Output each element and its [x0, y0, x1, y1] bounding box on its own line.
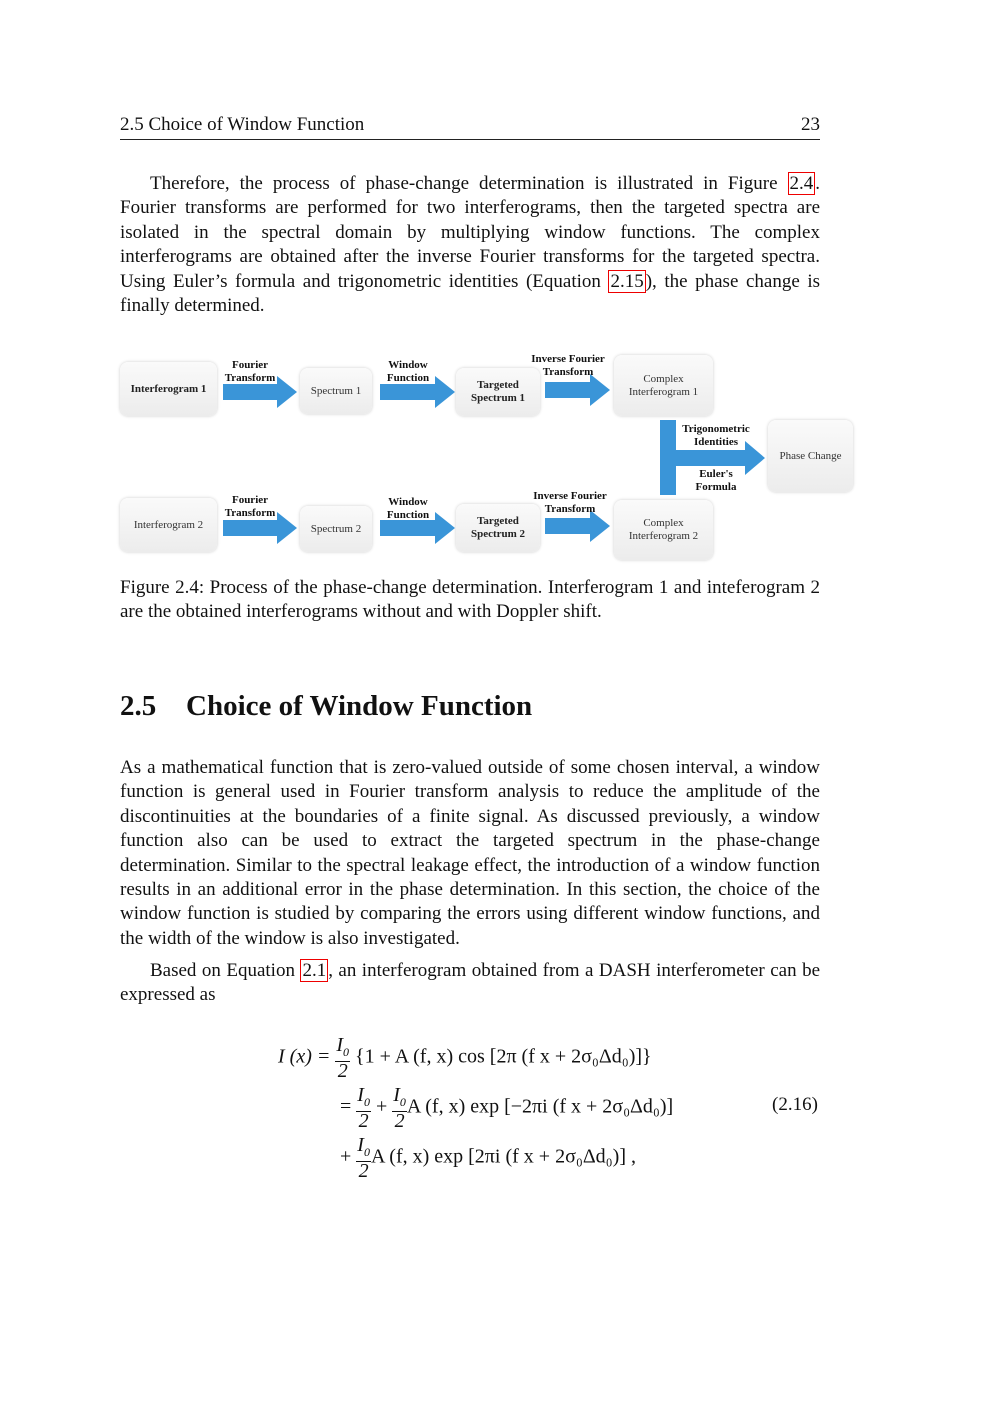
label-fourier-transform-2: Fourier Transform — [224, 494, 276, 519]
equation-line-2: = $\frac{I_0}{2}$ + $\frac{I_0}{2}$ A (f, x) exp [−2πi (f x + 2σ₀Δd₀)] — [340, 1084, 674, 1132]
paragraph-3: Based on Equation 2.1 , an interferogram obtained from a DASH interferometer can be expressed as — [120, 960, 820, 1006]
header-section: 2.5 Choice of Window Function — [120, 114, 365, 135]
equation-link[interactable]: 2.1 — [302, 960, 327, 981]
box-complex-interferogram-2: Complex Interferogram 2 — [614, 500, 713, 560]
box-spectrum-1: Spectrum 1 — [300, 368, 372, 414]
box-spectrum-2: Spectrum 2 — [300, 506, 372, 552]
equation-number: (2.16) — [772, 1094, 818, 1115]
equation-line-3: + $\frac{I_0}{2}$ A (f, x) exp [2πi (f x + 2σ₀Δd₀)] , — [340, 1134, 636, 1182]
label-window-function-1: Window Function — [386, 359, 430, 384]
label-inverse-ft-1: Inverse Fourier Transform — [531, 353, 605, 378]
label-euler-formula: Euler's Formula — [695, 468, 737, 493]
box-interferogram-2: Interferogram 2 — [120, 498, 217, 552]
label-fourier-transform-1: Fourier Transform — [224, 359, 276, 384]
box-targeted-spectrum-1: Targeted Spectrum 1 — [456, 368, 540, 416]
equation-link[interactable]: 2.15 — [610, 270, 644, 292]
figure-caption: Figure 2.4: Process of the phase-change determination. Interferogram 1 and inteferogram 2 are the obtained interferograms without and with Doppler shift. — [120, 577, 820, 623]
arrows — [0, 0, 1000, 600]
label-inverse-ft-2: Inverse Fourier Transform — [533, 490, 607, 515]
box-complex-interferogram-1: Complex Interferogram 1 — [614, 355, 713, 416]
page-number: 23 — [801, 114, 820, 135]
section-heading: 2.5 Choice of Window Function — [120, 690, 533, 722]
paragraph-1: Therefore, the process of phase-change determination is illustrated in Figure 2.4 . Fourier transforms are performed for two interferograms, then the targeted spectra are isolated in the spectral domain by multiplying window functions. The complex interferograms are obtained after the inverse Fourier transforms for the targeted spectra. Using Euler’s formula and trigonometric identities (Equation 2.15 ), the phase change is finally determined. — [120, 173, 820, 317]
merge-bar — [660, 420, 676, 495]
box-phase-change: Phase Change — [768, 420, 853, 492]
label-window-function-2: Window Function — [386, 496, 430, 521]
label-trig-identities: Trigonometric Identities — [682, 423, 750, 448]
box-targeted-spectrum-2: Targeted Spectrum 2 — [456, 504, 540, 552]
figure-link[interactable]: 2.4 — [789, 173, 814, 194]
paragraph-2: As a mathematical function that is zero-valued outside of some chosen interval, a window function is general used in Fourier transform analysis to reduce the amplitude of the discontinuities at the boundaries of a finite signal. As discussed previously, a window function also can be used to extract the targeted spectrum in the phase-change determination. Similar to the spectral leakage effect, the introduction of a window function results in an additional error in the phase determination. In this section, the choice of the window function is studied by comparing the errors using different window functions, and the width of the window is also investigated. — [120, 757, 820, 949]
equation-line-1: I (x) = $\frac{I_0}{2}$ {1 + A (f, x) cos [2π (f x + 2σ₀Δd₀)]} — [278, 1034, 652, 1082]
box-interferogram-1: Interferogram 1 — [120, 362, 217, 416]
